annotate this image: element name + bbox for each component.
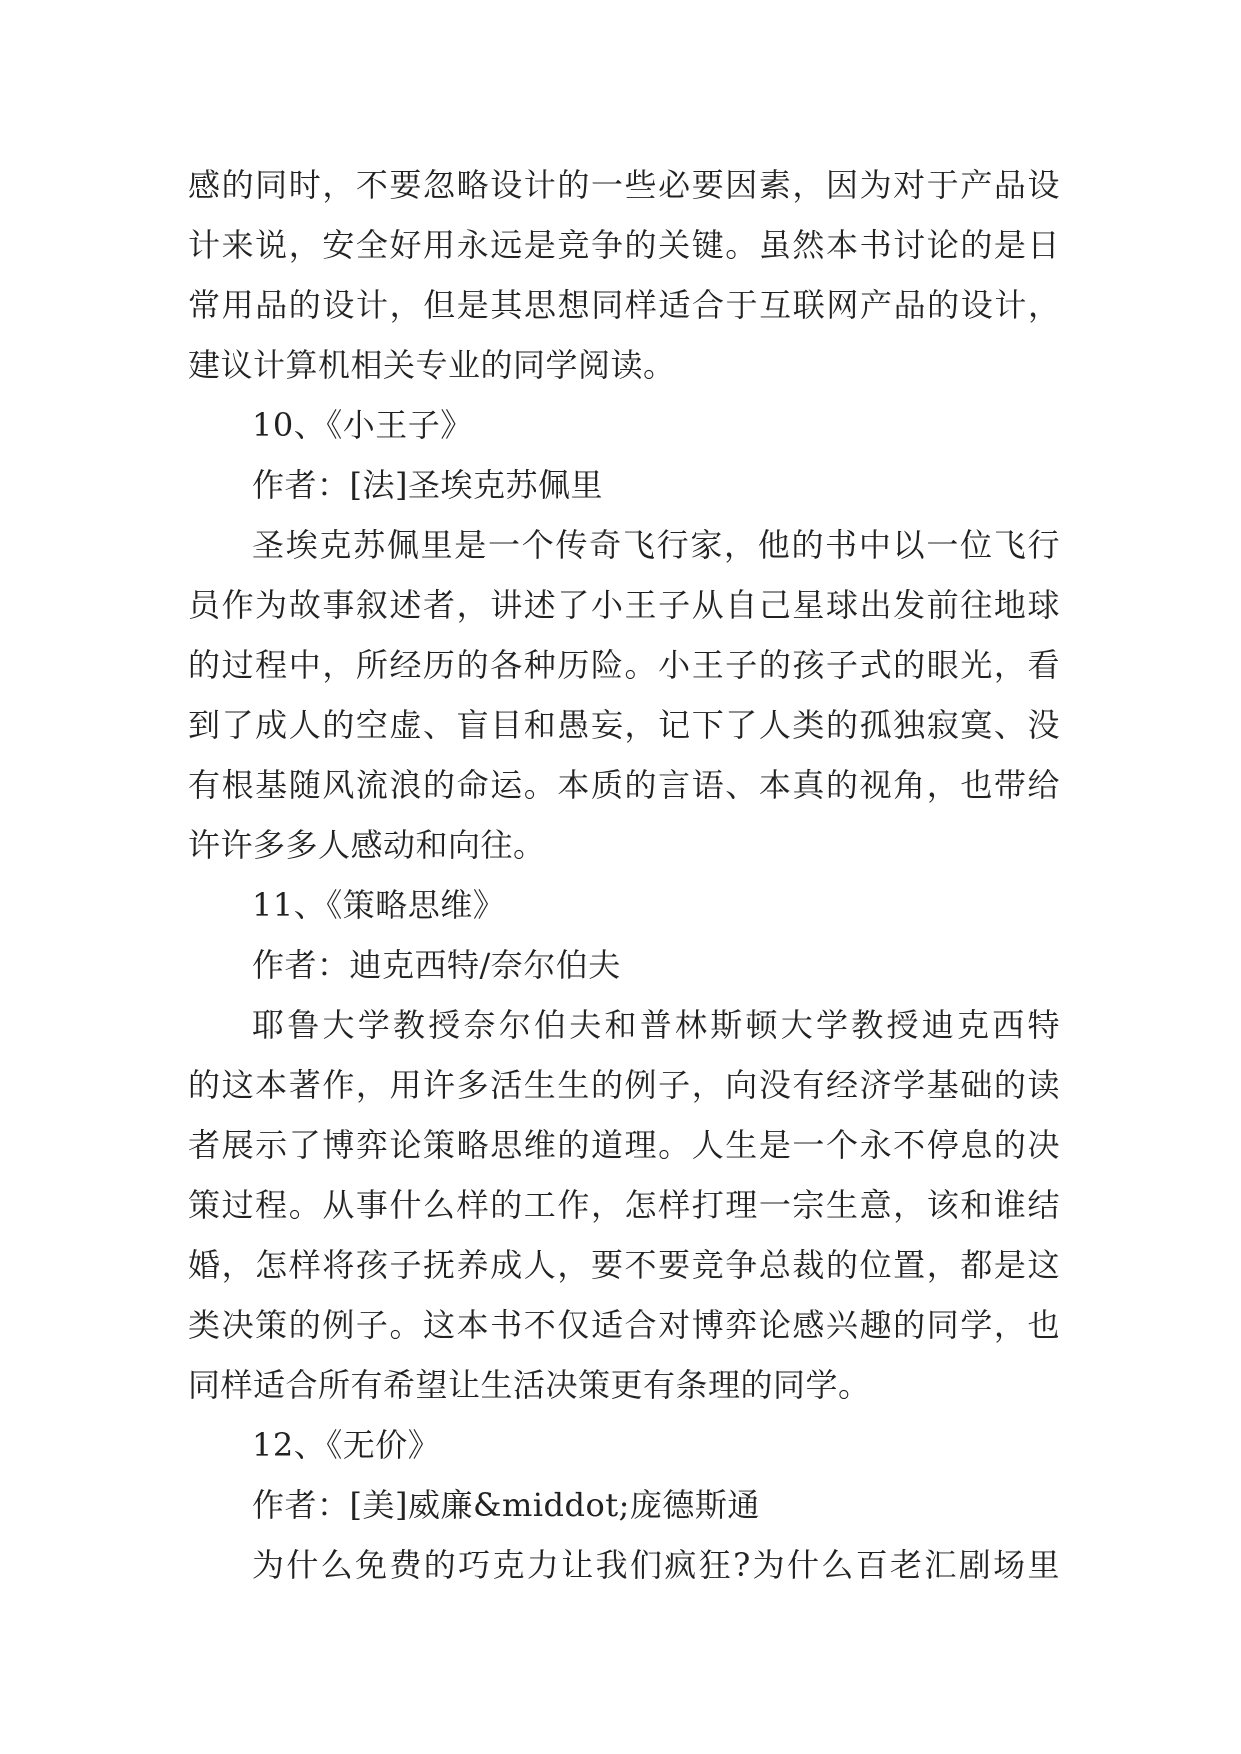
paragraph-line: 感的同时，不要忽略设计的一些必要因素，因为对于产品设 — [188, 166, 1060, 204]
paragraph-line: 类决策的例子。这本书不仅适合对博弈论感兴趣的同学，也 — [188, 1306, 1060, 1344]
book-heading: 11、《策略思维》 — [252, 886, 506, 924]
paragraph-line: 有根基随风流浪的命运。本质的言语、本真的视角，也带给 — [188, 766, 1060, 804]
paragraph-line: 建议计算机相关专业的同学阅读。 — [188, 346, 676, 384]
book-author: 作者：[法]圣埃克苏佩里 — [252, 466, 603, 504]
book-author: 作者：[美]威廉&middot;庞德斯通 — [252, 1486, 760, 1524]
paragraph-line: 员作为故事叙述者，讲述了小王子从自己星球出发前往地球 — [188, 586, 1060, 624]
paragraph-line: 许许多多人感动和向往。 — [188, 826, 546, 864]
paragraph-line: 者展示了博弈论策略思维的道理。人生是一个永不停息的决 — [188, 1126, 1060, 1164]
paragraph-line: 策过程。从事什么样的工作，怎样打理一宗生意，该和谁结 — [188, 1186, 1060, 1224]
paragraph-line: 计来说，安全好用永远是竞争的关键。虽然本书讨论的是日 — [188, 226, 1060, 264]
paragraph-line: 常用品的设计，但是其思想同样适合于互联网产品的设计， — [188, 286, 1060, 324]
book-heading: 12、《无价》 — [252, 1426, 441, 1464]
paragraph-line: 耶鲁大学教授奈尔伯夫和普林斯顿大学教授迪克西特 — [252, 1006, 1060, 1044]
book-author: 作者：迪克西特/奈尔伯夫 — [252, 946, 621, 984]
book-heading: 10、《小王子》 — [252, 406, 473, 444]
paragraph-line: 圣埃克苏佩里是一个传奇飞行家，他的书中以一位飞行 — [252, 526, 1060, 564]
paragraph-line: 同样适合所有希望让生活决策更有条理的同学。 — [188, 1366, 871, 1404]
document-body — [188, 155, 1060, 1595]
paragraph-line: 的这本著作，用许多活生生的例子，向没有经济学基础的读 — [188, 1066, 1060, 1104]
paragraph-line: 婚，怎样将孩子抚养成人，要不要竞争总裁的位置，都是这 — [188, 1246, 1060, 1284]
paragraph-line: 到了成人的空虚、盲目和愚妄，记下了人类的孤独寂寞、没 — [188, 706, 1060, 744]
paragraph-line: 为什么免费的巧克力让我们疯狂?为什么百老汇剧场里 — [252, 1546, 1060, 1584]
paragraph-line: 的过程中，所经历的各种历险。小王子的孩子式的眼光，看 — [188, 646, 1060, 684]
